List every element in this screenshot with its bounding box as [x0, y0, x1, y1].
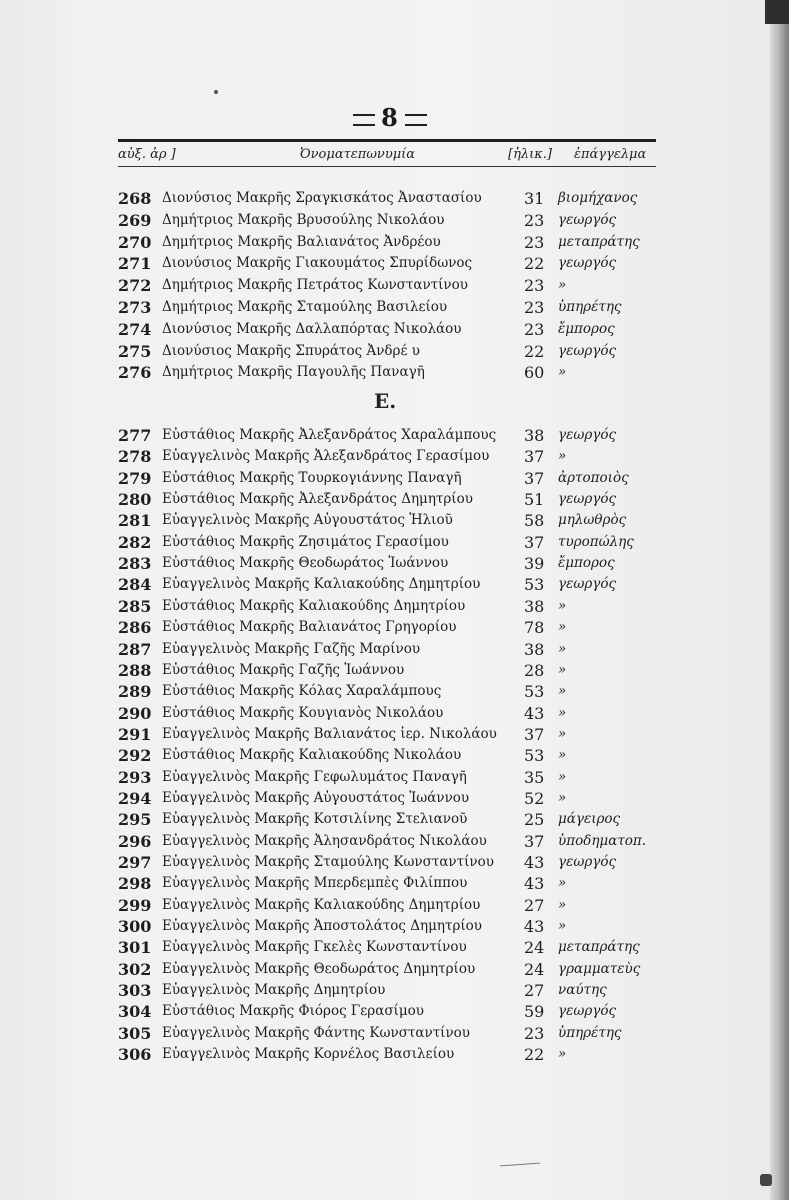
age: 38 — [524, 426, 545, 445]
occupation: ἔμπορος — [558, 555, 615, 572]
age: 38 — [524, 639, 545, 659]
age: 25 — [524, 810, 545, 830]
header-rule-bottom — [118, 166, 656, 167]
header-col-number: αὐξ. ἀρ ] — [118, 147, 176, 162]
full-name: Εὐαγγελινὸς Μακρῆς Γεφωλυμάτος Παναγῆ — [162, 768, 467, 785]
occupation: τυροπώλης — [558, 533, 634, 550]
full-name: Εὐαγγελινὸς Μακρῆς Δημητρίου — [162, 982, 386, 999]
entry-number: 300 — [118, 917, 152, 937]
occupation: » — [558, 364, 567, 381]
age: 28 — [524, 660, 545, 680]
occupation: ἀρτοποιὸς — [558, 469, 629, 486]
entry-number: 283 — [118, 554, 152, 574]
full-name: Εὐαγγελινὸς Μακρῆς Κοτσιλίνης Στελιανοῦ — [162, 811, 468, 828]
entry-number: 276 — [118, 363, 152, 383]
occupation: » — [558, 277, 567, 294]
occupation: » — [558, 918, 567, 935]
full-name: Εὐαγγελινὸς Μακρῆς Ἀλεξανδράτος Γερασίμου — [162, 448, 490, 465]
entry-number: 287 — [118, 639, 152, 659]
entry-number: 293 — [118, 767, 152, 787]
entry-number: 291 — [118, 724, 152, 744]
entry-number: 292 — [118, 746, 152, 766]
full-name: Εὐαγγελινὸς Μακρῆς Μπερδεμπὲς Φιλίππου — [162, 875, 468, 892]
occupation: γεωργός — [558, 491, 617, 508]
age: 37 — [524, 724, 545, 744]
corner-tab — [765, 0, 789, 24]
entry-number: 289 — [118, 682, 152, 702]
occupation: γεωργός — [558, 427, 617, 443]
section-letter: Ε. — [374, 389, 397, 413]
full-name: Εὐαγγελινὸς Μακρῆς Θεοδωράτος Δημητρίου — [162, 960, 476, 977]
entry-number: 305 — [118, 1023, 152, 1043]
entry-number: 301 — [118, 938, 152, 958]
full-name: Εὐστάθιος Μακρῆς Ἀλεξανδράτος Δημητρίου — [162, 491, 473, 508]
entry-number: 302 — [118, 959, 152, 979]
age: 23 — [524, 210, 545, 230]
page-number-text: 8 — [381, 103, 399, 132]
occupation: » — [558, 597, 567, 614]
age: 35 — [524, 767, 545, 787]
age: 22 — [524, 254, 545, 274]
full-name: Διονύσιος Μακρῆς Δαλλαπόρτας Νικολάου — [162, 320, 462, 337]
occupation: γεωργός — [558, 576, 617, 593]
occupation: ὑπηρέτης — [558, 1024, 622, 1041]
age: 60 — [524, 363, 545, 383]
entry-number: 288 — [118, 660, 152, 680]
age: 53 — [524, 682, 545, 702]
entry-number: 294 — [118, 788, 152, 808]
full-name: Εὐαγγελινὸς Μακρῆς Κορνέλος Βασιλείου — [162, 1046, 455, 1063]
full-name: Διονύσιος Μακρῆς Γιακουμάτος Σπυρίδωνος — [162, 255, 473, 272]
occupation: » — [558, 619, 567, 636]
age: 23 — [524, 232, 545, 252]
occupation: » — [558, 768, 567, 785]
full-name: Εὐαγγελινὸς Μακρῆς Αὐγουστάτος Ἡλιοῦ — [162, 512, 453, 529]
page-edge — [770, 0, 789, 1200]
full-name: Εὐστάθιος Μακρῆς Καλιακούδης Δημητρίου — [162, 597, 466, 614]
age: 27 — [524, 981, 545, 1001]
age: 43 — [524, 917, 545, 937]
entry-number: 296 — [118, 831, 152, 851]
occupation: ὑπηρέτης — [558, 299, 622, 315]
full-name: Εὐαγγελινὸς Μακρῆς Καλιακούδης Δημητρίου — [162, 896, 481, 913]
occupation: » — [558, 661, 567, 678]
occupation: γραμματεὺς — [558, 960, 641, 977]
equals-rule-left — [353, 114, 375, 126]
age: 43 — [524, 703, 545, 723]
age: 37 — [524, 532, 545, 552]
entry-number: 299 — [118, 895, 152, 915]
entry-number: 274 — [118, 319, 152, 339]
occupation: » — [558, 704, 567, 721]
entry-number: 270 — [118, 232, 152, 252]
full-name: Εὐστάθιος Μακρῆς Τουρκογιάννης Παναγῆ — [162, 469, 462, 486]
full-name: Εὐαγγελινὸς Μακρῆς Ἀλησανδράτος Νικολάου — [162, 832, 487, 849]
full-name: Εὐστάθιος Μακρῆς Βαλιανάτος Γρηγορίου — [162, 619, 457, 636]
full-name: Εὐαγγελινὸς Μακρῆς Σταμούλης Κωνσταντίνου — [162, 854, 494, 870]
occupation: γεωργός — [558, 854, 617, 870]
full-name: Δημήτριος Μακρῆς Σταμούλης Βασιλείου — [162, 299, 448, 315]
entry-number: 303 — [118, 981, 152, 1001]
full-name: Εὐαγγελινὸς Μακρῆς Φάντης Κωνσταντίνου — [162, 1024, 471, 1041]
full-name: Δημήτριος Μακρῆς Πετράτος Κωνσταντίνου — [162, 277, 468, 294]
full-name: Εὐστάθιος Μακρῆς Ζησιμάτος Γερασίμου — [162, 533, 449, 550]
occupation: γεωργός — [558, 255, 617, 272]
occupation: γεωργός — [558, 342, 617, 359]
occupation: ναύτης — [558, 982, 607, 999]
age: 23 — [524, 298, 545, 317]
full-name: Δημήτριος Μακρῆς Βρυσούλης Νικολάου — [162, 211, 445, 228]
full-name: Δημήτριος Μακρῆς Βαλιανάτος Ἀνδρέου — [162, 233, 441, 250]
entry-number: 284 — [118, 575, 152, 595]
ink-spot — [760, 1174, 772, 1186]
full-name: Εὐστάθιος Μακρῆς Φιόρος Γερασίμου — [162, 1003, 424, 1020]
full-name: Διονύσιος Μακρῆς Σραγκισκάτος Ἀναστασίου — [162, 190, 482, 206]
age: 37 — [524, 468, 545, 488]
full-name: Εὐαγγελινὸς Μακρῆς Βαλιανάτος ἱερ. Νικολάου — [162, 725, 497, 742]
age: 59 — [524, 1002, 545, 1022]
occupation: μηλωθρὸς — [558, 512, 627, 529]
entry-number: 286 — [118, 618, 152, 638]
age: 53 — [524, 575, 545, 595]
age: 43 — [524, 874, 545, 894]
age: 43 — [524, 853, 545, 872]
full-name: Εὐστάθιος Μακρῆς Ἀλεξανδράτος Χαραλάμπους — [162, 427, 497, 443]
occupation: μεταπράτης — [558, 939, 640, 956]
occupation: » — [558, 683, 567, 700]
entry-number: 280 — [118, 490, 152, 510]
entry-number: 271 — [118, 254, 152, 274]
header-col-name: Ὀνοματεπωνυμία — [300, 147, 416, 162]
occupation: » — [558, 448, 567, 465]
full-name: Εὐαγγελινὸς Μακρῆς Γκελὲς Κωνσταντίνου — [162, 939, 467, 956]
occupation: » — [558, 789, 567, 806]
age: 23 — [524, 319, 545, 339]
age: 37 — [524, 447, 545, 467]
occupation: » — [558, 725, 567, 742]
age: 22 — [524, 1045, 545, 1065]
occupation: » — [558, 1046, 567, 1063]
age: 31 — [524, 189, 545, 208]
occupation: » — [558, 896, 567, 913]
entry-number: 285 — [118, 596, 152, 616]
age: 53 — [524, 746, 545, 766]
full-name: Εὐστάθιος Μακρῆς Θεοδωράτος Ἰωάννου — [162, 555, 449, 572]
full-name: Εὐαγγελινὸς Μακρῆς Καλιακούδης Δημητρίου — [162, 576, 481, 593]
full-name: Διονύσιος Μακρῆς Σπυράτος Ἀνδρέ υ — [162, 342, 420, 359]
entry-number: 282 — [118, 532, 152, 552]
age: 51 — [524, 490, 545, 510]
header-col-occupation: ἐπάγγελμα — [574, 147, 647, 162]
entry-number: 269 — [118, 210, 152, 230]
age: 38 — [524, 596, 545, 616]
occupation: βιομήχανος — [558, 190, 638, 206]
equals-rule-right — [405, 114, 427, 126]
entry-number: 295 — [118, 810, 152, 830]
full-name: Δημήτριος Μακρῆς Παγουλῆς Παναγῆ — [162, 364, 425, 381]
entry-number: 298 — [118, 874, 152, 894]
age: 23 — [524, 276, 545, 296]
entry-number: 304 — [118, 1002, 152, 1022]
age: 23 — [524, 1023, 545, 1043]
entry-number: 272 — [118, 276, 152, 296]
full-name: Εὐστάθιος Μακρῆς Κόλας Χαραλάμπους — [162, 683, 442, 700]
age: 27 — [524, 895, 545, 915]
occupation: ἔμπορος — [558, 320, 615, 337]
full-name: Εὐαγγελινὸς Μακρῆς Γαζῆς Μαρίνου — [162, 640, 421, 657]
age: 37 — [524, 831, 545, 851]
entry-number: 277 — [118, 426, 152, 445]
entry-number: 275 — [118, 341, 152, 361]
full-name: Εὐστάθιος Μακρῆς Κουγιανὸς Νικολάου — [162, 704, 444, 721]
entry-number: 306 — [118, 1045, 152, 1065]
occupation: » — [558, 875, 567, 892]
ink-speck — [214, 90, 218, 94]
entry-number: 278 — [118, 447, 152, 467]
occupation: γεωργός — [558, 211, 617, 228]
age: 24 — [524, 959, 545, 979]
full-name: Εὐαγγελινὸς Μακρῆς Αὐγουστάτος Ἰωάννου — [162, 789, 470, 806]
entry-number: 268 — [118, 189, 152, 208]
occupation: μεταπράτης — [558, 233, 640, 250]
full-name: Εὐστάθιος Μακρῆς Γαζῆς Ἰωάννου — [162, 661, 405, 678]
page-number — [340, 103, 440, 132]
occupation: » — [558, 747, 567, 764]
age: 39 — [524, 554, 545, 574]
entry-number: 273 — [118, 298, 152, 317]
occupation: γεωργός — [558, 1003, 617, 1020]
entry-number: 279 — [118, 468, 152, 488]
pencil-mark — [500, 1163, 540, 1173]
age: 58 — [524, 511, 545, 531]
occupation: ὑποδηματοπ. — [558, 832, 647, 849]
occupation: » — [558, 640, 567, 657]
entry-number: 297 — [118, 853, 152, 872]
entry-number: 281 — [118, 511, 152, 531]
header-rule-top — [118, 139, 656, 142]
age: 24 — [524, 938, 545, 958]
occupation: μάγειρος — [558, 811, 621, 828]
full-name: Εὐαγγελινὸς Μακρῆς Ἀποστολάτος Δημητρίου — [162, 918, 483, 935]
header-col-age: [ἡλικ.] — [508, 147, 552, 162]
age: 22 — [524, 341, 545, 361]
age: 52 — [524, 788, 545, 808]
full-name: Εὐστάθιος Μακρῆς Καλιακούδης Νικολάου — [162, 747, 462, 764]
age: 78 — [524, 618, 545, 638]
entry-number: 290 — [118, 703, 152, 723]
